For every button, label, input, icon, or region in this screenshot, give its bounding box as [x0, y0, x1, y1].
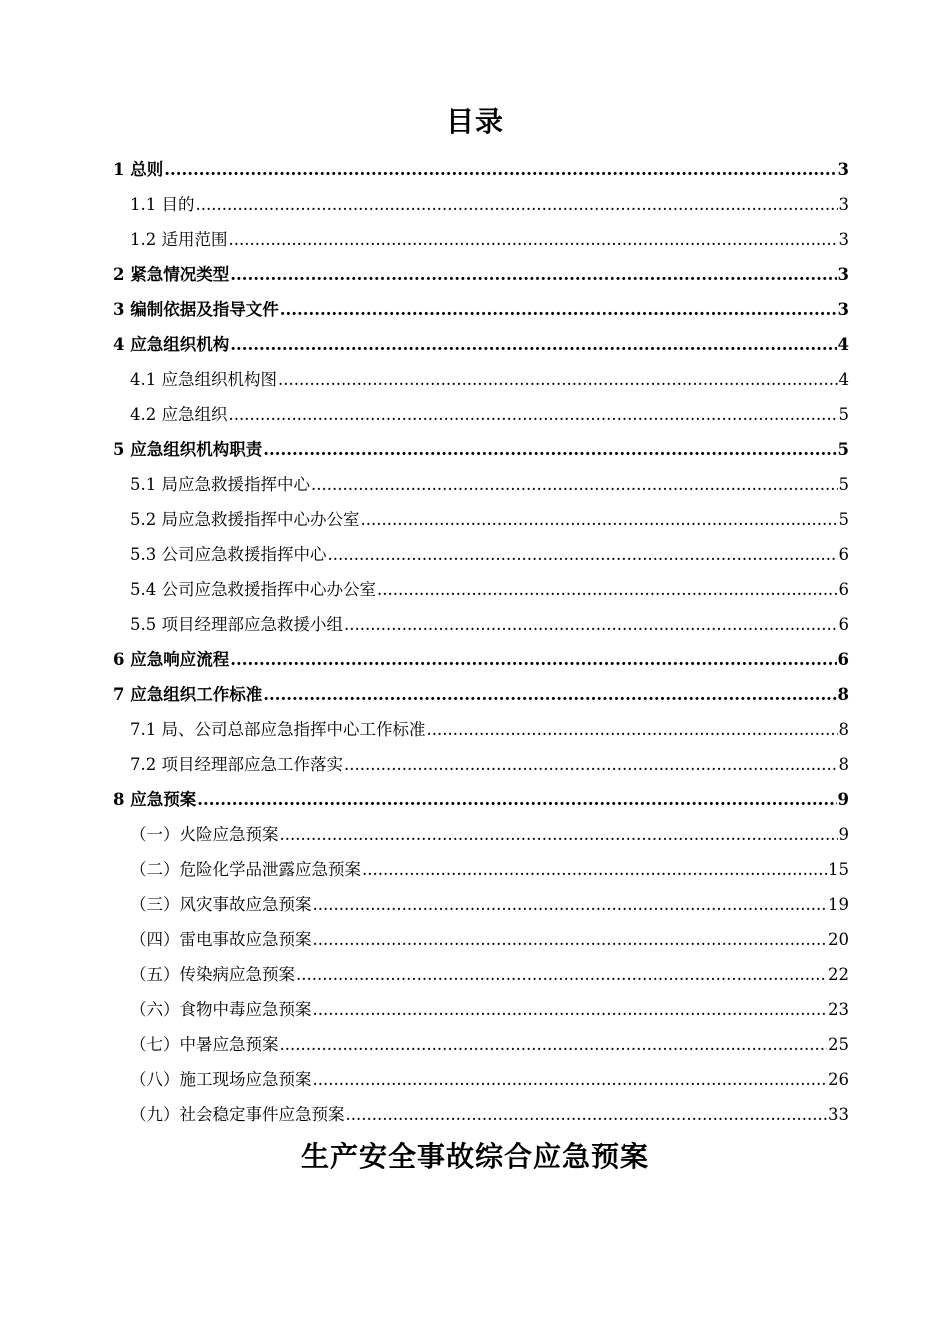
- toc-entry-page: 15: [828, 860, 849, 879]
- toc-entry-label: 4.1 应急组织机构图: [130, 370, 277, 389]
- toc-entry-page: 23: [828, 1000, 849, 1019]
- toc-entry-label: （九）社会稳定事件应急预案: [130, 1105, 345, 1124]
- toc-entry[interactable]: [113, 1027, 849, 1062]
- toc-entry-label: 1 总则: [113, 160, 164, 179]
- toc-entry-page: 33: [828, 1105, 849, 1124]
- toc-entry[interactable]: [113, 152, 849, 187]
- dot-leader: [311, 467, 838, 502]
- toc-entry-label: （一）火险应急预案: [130, 825, 279, 844]
- toc-entry[interactable]: [113, 922, 849, 957]
- toc-entry-label: 6 应急响应流程: [113, 650, 230, 669]
- document-title: 生产安全事故综合应急预案: [300, 1140, 649, 1173]
- toc-entry-label: 3 编制依据及指导文件: [113, 300, 279, 319]
- dot-leader: [278, 362, 838, 397]
- dot-leader: [164, 152, 836, 187]
- dot-leader: [296, 957, 827, 992]
- dot-leader: [344, 607, 838, 642]
- toc-entry[interactable]: [113, 467, 849, 502]
- toc-entry[interactable]: [113, 537, 849, 572]
- toc-entry-page: 6: [838, 545, 849, 564]
- dot-leader: [362, 852, 827, 887]
- dot-leader: [346, 1097, 828, 1132]
- dot-leader: [230, 642, 836, 677]
- toc-entry-page: 5: [838, 405, 849, 424]
- toc-entry-label: 5.1 局应急救援指挥中心: [130, 475, 310, 494]
- toc-entry-page: 3: [838, 230, 849, 249]
- toc-entry-page: 3: [837, 265, 849, 284]
- toc-entry-label: （八）施工现场应急预案: [130, 1070, 312, 1089]
- dot-leader: [313, 887, 828, 922]
- toc-entry-label: 4.2 应急组织: [130, 405, 228, 424]
- toc-entry[interactable]: [113, 642, 849, 677]
- toc-entry-page: 9: [837, 790, 849, 809]
- toc-entry-label: 5 应急组织机构职责: [113, 440, 263, 459]
- toc-entry[interactable]: [113, 957, 849, 992]
- toc-entry[interactable]: [113, 712, 849, 747]
- toc-entry-page: 5: [838, 475, 849, 494]
- toc-entry[interactable]: [113, 572, 849, 607]
- toc-entry-page: 22: [828, 965, 849, 984]
- toc-title: 目录: [445, 105, 504, 138]
- toc-entry-label: 5.4 公司应急救援指挥中心办公室: [130, 580, 376, 599]
- toc-entry[interactable]: [113, 852, 849, 887]
- toc-entry-page: 19: [828, 895, 849, 914]
- dot-leader: [196, 187, 838, 222]
- toc-entry[interactable]: [113, 1062, 849, 1097]
- toc-entry[interactable]: [113, 1097, 849, 1132]
- toc-entry-label: 7.1 局、公司总部应急指挥中心工作标准: [130, 720, 426, 739]
- toc-entry[interactable]: [113, 292, 849, 327]
- toc-entry[interactable]: [113, 257, 849, 292]
- dot-leader: [328, 537, 838, 572]
- toc-entry-page: 3: [838, 195, 849, 214]
- toc-entry[interactable]: [113, 992, 849, 1027]
- toc-entry-label: 1.1 目的: [130, 195, 195, 214]
- dot-leader: [229, 397, 838, 432]
- toc-entry-page: 5: [838, 510, 849, 529]
- toc-entry-page: 6: [838, 615, 849, 634]
- dot-leader: [230, 257, 836, 292]
- toc-entry-label: （七）中暑应急预案: [130, 1035, 279, 1054]
- toc-entry-page: 3: [837, 160, 849, 179]
- toc-entry-label: 5.3 公司应急救援指挥中心: [130, 545, 327, 564]
- dot-leader: [280, 817, 838, 852]
- dot-leader: [313, 1062, 828, 1097]
- toc-entry-label: （二）危险化学品泄露应急预案: [130, 860, 361, 879]
- toc-entry-page: 3: [837, 300, 849, 319]
- toc-entry-page: 8: [838, 755, 849, 774]
- dot-leader: [197, 782, 836, 817]
- toc-entry-label: （三）风灾事故应急预案: [130, 895, 312, 914]
- toc-entry-label: 8 应急预案: [113, 790, 197, 809]
- toc-entry[interactable]: [113, 222, 849, 257]
- toc-entry-page: 9: [838, 825, 849, 844]
- dot-leader: [344, 747, 838, 782]
- toc-entry-label: 2 紧急情况类型: [113, 265, 230, 284]
- dot-leader: [427, 712, 838, 747]
- toc-entry[interactable]: [113, 782, 849, 817]
- toc-entry-label: （四）雷电事故应急预案: [130, 930, 312, 949]
- toc-entry-page: 20: [828, 930, 849, 949]
- toc-entry-page: 26: [828, 1070, 849, 1089]
- toc-entry-page: 6: [838, 580, 849, 599]
- toc-entry-label: 7.2 项目经理部应急工作落实: [130, 755, 343, 774]
- dot-leader: [229, 222, 838, 257]
- dot-leader: [361, 502, 838, 537]
- toc-entry-label: 1.2 适用范围: [130, 230, 228, 249]
- dot-leader: [280, 1027, 828, 1062]
- toc-entry-label: （六）食物中毒应急预案: [130, 1000, 312, 1019]
- dot-leader: [313, 992, 828, 1027]
- toc-entry-page: 8: [838, 720, 849, 739]
- toc-entry[interactable]: [113, 327, 849, 362]
- toc-entry-label: 4 应急组织机构: [113, 335, 230, 354]
- toc-entry-label: （五）传染病应急预案: [130, 965, 295, 984]
- toc-entry-page: 8: [837, 685, 849, 704]
- toc-entry-label: 5.2 局应急救援指挥中心办公室: [130, 510, 360, 529]
- toc-entry-label: 7 应急组织工作标准: [113, 685, 263, 704]
- toc-entry[interactable]: [113, 187, 849, 222]
- toc-entry[interactable]: [113, 747, 849, 782]
- dot-leader: [263, 432, 836, 467]
- dot-leader: [313, 922, 828, 957]
- toc-entry-page: 4: [837, 335, 849, 354]
- toc-entry[interactable]: [113, 887, 849, 922]
- toc-entry[interactable]: [113, 677, 849, 712]
- toc-entry[interactable]: [113, 362, 849, 397]
- toc-entry[interactable]: [113, 397, 849, 432]
- dot-leader: [377, 572, 838, 607]
- dot-leader: [280, 292, 837, 327]
- toc-entry[interactable]: [113, 432, 849, 467]
- toc-entry-page: 6: [837, 650, 849, 669]
- toc-entry-label: 5.5 项目经理部应急救援小组: [130, 615, 343, 634]
- toc-entry[interactable]: [113, 607, 849, 642]
- toc-entry[interactable]: [113, 817, 849, 852]
- table-of-contents: [113, 152, 849, 1132]
- dot-leader: [263, 677, 836, 712]
- toc-entry-page: 4: [838, 370, 849, 389]
- toc-entry-page: 5: [837, 440, 849, 459]
- toc-entry[interactable]: [113, 502, 849, 537]
- dot-leader: [230, 327, 836, 362]
- toc-entry-page: 25: [828, 1035, 849, 1054]
